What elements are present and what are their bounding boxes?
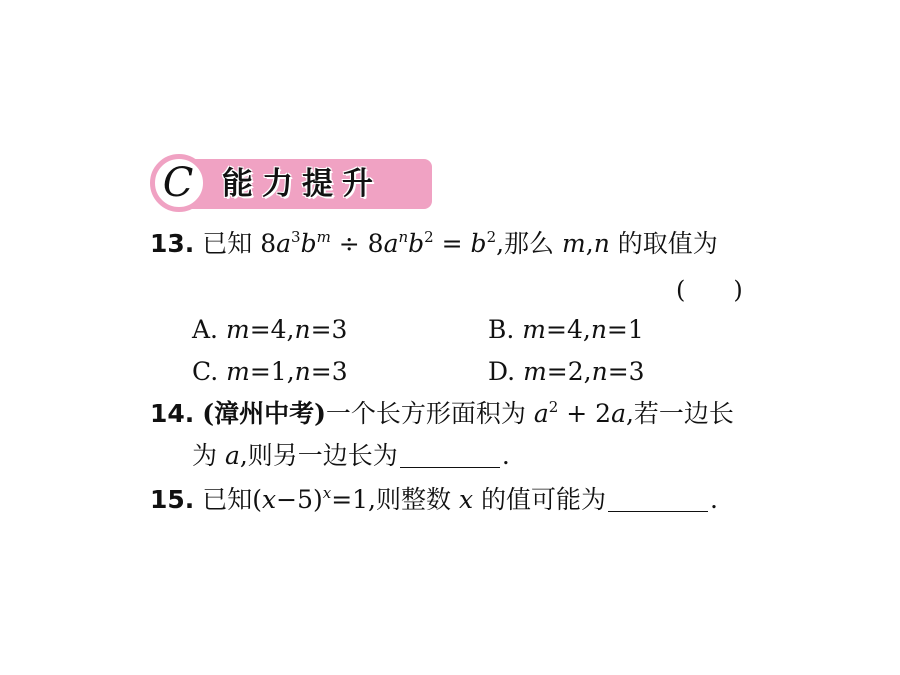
section-banner bbox=[150, 154, 432, 214]
option-a: A. m=4,n=3 bbox=[192, 315, 348, 344]
answer-blank[interactable] bbox=[608, 487, 708, 512]
section-letter-badge bbox=[150, 154, 208, 212]
option-b: B. m=4,n=1 bbox=[488, 315, 644, 344]
question-source: (漳州中考) bbox=[202, 399, 326, 428]
question-13 bbox=[150, 228, 718, 260]
option-d: D. m=2,n=3 bbox=[488, 357, 645, 386]
answer-paren: ( ) bbox=[676, 276, 743, 304]
question-number: 14. bbox=[150, 399, 195, 428]
question-14 bbox=[150, 398, 734, 430]
answer-blank[interactable] bbox=[400, 443, 500, 468]
section-letter: C bbox=[162, 160, 194, 206]
question-15: 15. 已知$(x-5)^x=1$,则整数 x 的值可能为 . bbox=[150, 484, 718, 514]
question-number: 13. bbox=[150, 229, 195, 258]
question-13-stem: 已知 $8a^3b^m \div 8a^nb^2 = b^2$,那么 m,n 的取值为 bbox=[202, 228, 718, 258]
question-14-line2: 为 a,则另一边长为 . bbox=[192, 441, 510, 470]
section-title: 能力提升 bbox=[222, 166, 382, 202]
question-15-stem: 已知$(x-5)^x=1$,则整数 x 的值可能为 bbox=[202, 484, 607, 514]
question-number: 15. bbox=[150, 485, 195, 514]
question-14-line1: 一个长方形面积为 $a^2 + 2a$,若一边长 bbox=[325, 398, 734, 428]
option-c: C. m=1,n=3 bbox=[192, 357, 348, 386]
